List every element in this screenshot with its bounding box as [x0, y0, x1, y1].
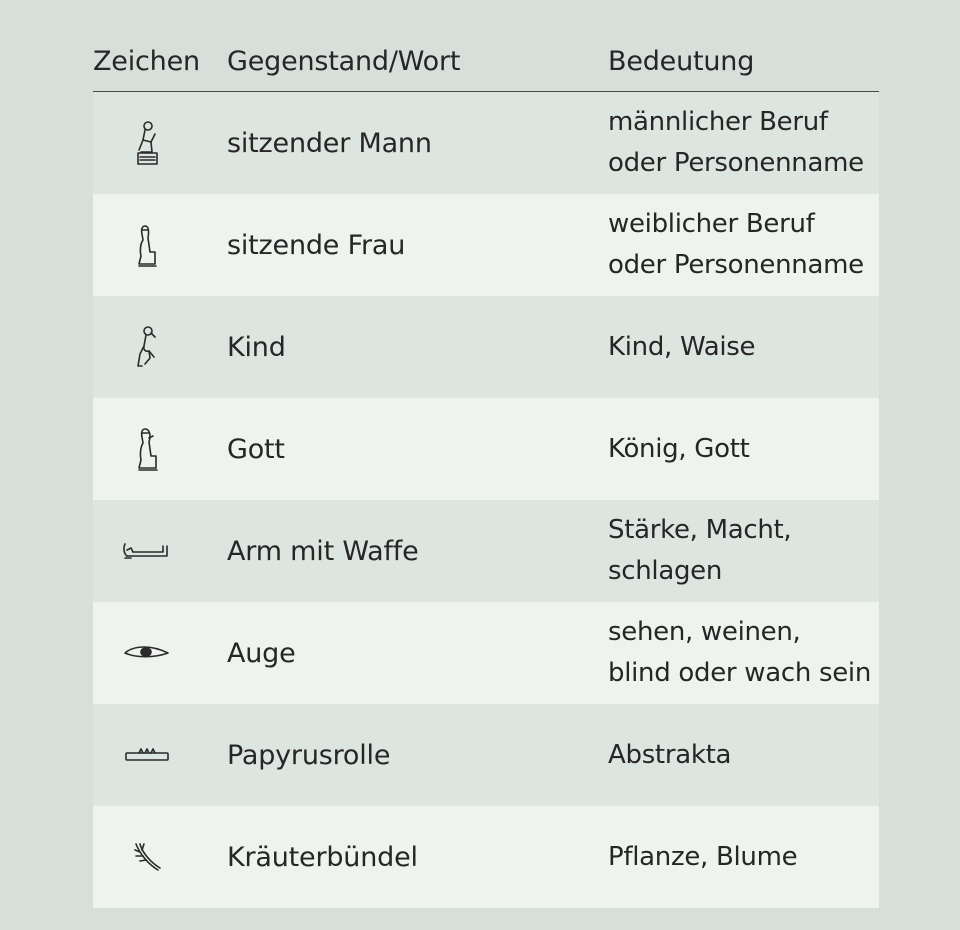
row-meaning: Pflanze, Blume: [608, 841, 798, 872]
row-meaning: König, Gott: [608, 433, 750, 464]
row-word: Papyrusrolle: [227, 739, 391, 771]
table-row: [93, 194, 879, 296]
row-word: Gott: [227, 433, 285, 465]
row-meaning: Abstrakta: [608, 739, 732, 770]
table-row: [93, 92, 879, 194]
row-meaning: männlicher Beruf oder Personenname: [608, 107, 864, 178]
table-row: [93, 500, 879, 602]
table-header: [93, 40, 879, 92]
eye-hieroglyph-icon: [115, 602, 179, 704]
header-meaning: Bedeutung: [608, 46, 755, 77]
row-meaning: Stärke, Macht, schlagen: [608, 515, 792, 586]
row-meaning: Kind, Waise: [608, 331, 756, 362]
papyrus-roll-hieroglyph-icon: [115, 704, 179, 806]
table-row: [93, 806, 879, 908]
child-hieroglyph-icon: [115, 296, 179, 398]
row-word: sitzender Mann: [227, 127, 432, 159]
header-word: Gegenstand/Wort: [227, 46, 461, 77]
hieroglyph-table: [93, 40, 879, 908]
table-row: [93, 296, 879, 398]
table-row: [93, 398, 879, 500]
seated-man-hieroglyph-icon: [115, 92, 179, 194]
row-word: Arm mit Waffe: [227, 535, 419, 567]
row-word: Auge: [227, 637, 296, 669]
table-row: [93, 602, 879, 704]
row-word: Kräuterbündel: [227, 841, 418, 873]
row-meaning: sehen, weinen, blind oder wach sein: [608, 617, 872, 688]
seated-god-hieroglyph-icon: [115, 398, 179, 500]
table-row: [93, 704, 879, 806]
seated-woman-hieroglyph-icon: [115, 194, 179, 296]
arm-with-weapon-hieroglyph-icon: [115, 500, 179, 602]
row-word: sitzende Frau: [227, 229, 406, 261]
header-sign: Zeichen: [93, 46, 200, 77]
row-meaning: weiblicher Beruf oder Personenname: [608, 209, 864, 280]
row-word: Kind: [227, 331, 286, 363]
herb-bundle-hieroglyph-icon: [115, 806, 179, 908]
